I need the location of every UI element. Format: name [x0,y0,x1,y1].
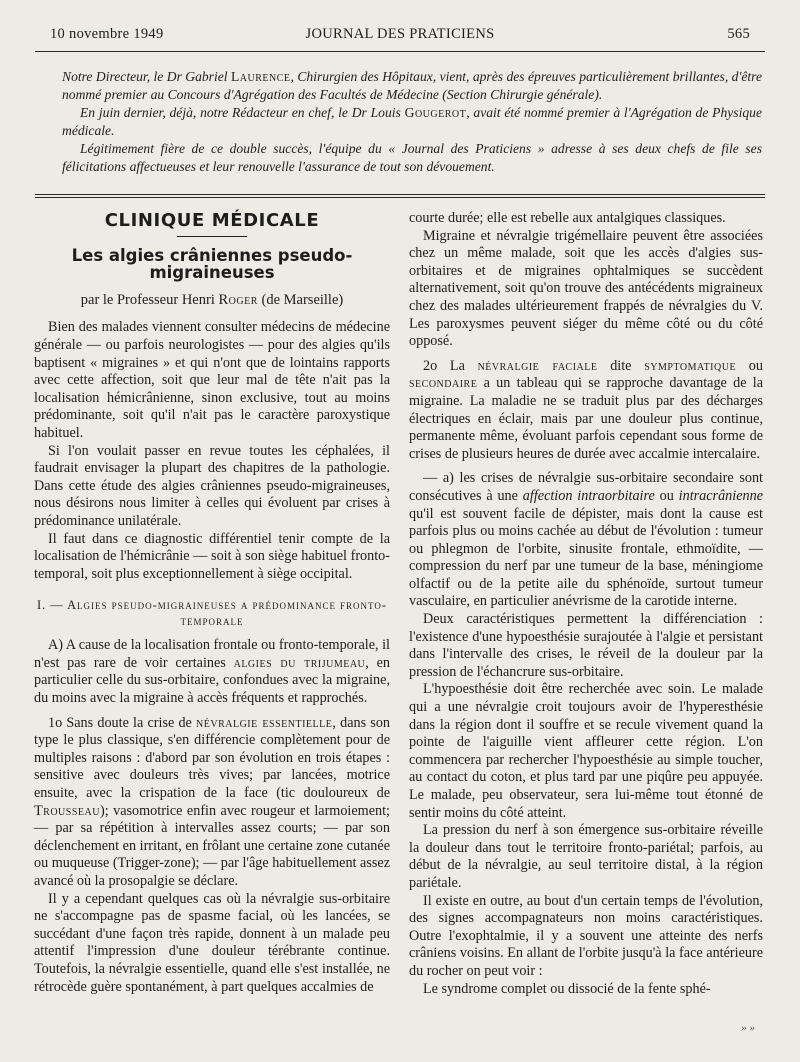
article-column-left [34,210,390,996]
article-column-right [409,210,763,998]
paragraph: L'hypoesthésie doit être recherchée avec soin. Le malade qui a une névralgie croit toujours avoir de l'hyperesthésie dans la région dont il souffre et se recule vivement quand la pointe de l'aiguille vient affleurer cette région. L'on commencera par rechercher l'hypoesthésie au simple toucher, au contact du coton, et plus tard par une piqûre peu appuyée. Le malade, peu observateur, sera lui-même tout étonné de sentir moins du côté atteint. [409,681,763,821]
paragraph: Si l'on voulait passer en revue toutes les céphalées, il faudrait envisager la plupart des chapitres de la pathologie. Dans cette étude des algies crâniennes pseudo-migraineuses, nous désirons nous limiter à celles qui évoluent par crises à prédominance unilatérale. [34,442,390,529]
rubrique-underline [177,236,247,237]
paragraph: 2o La névralgie faciale dite symptomatique ou secondaire a un tableau qui se rapproche davantage de la migraine. La maladie ne se traduit plus par des décharges électriques en éclair, mais par une douleur plus continue, permanente même, évoluant parfois cependant sous forme de crises de plusieurs heures de durée avec accalmie intercalaire. [409,357,763,462]
header-rule [35,51,765,52]
page-number: 565 [727,26,750,42]
announcement-paragraph: Légitimement fière de ce double succès, l'équipe du « Journal des Praticiens » adresse à ses deux chefs de file ses félicitations affectueuses et leur renouvelle l'assurance de tout son dévouement. [62,141,762,174]
corner-mark: » » [741,1022,755,1034]
paragraph: 1o Sans doute la crise de névralgie essentielle, dans son type le plus classique, s'en différencie complètement pour de multiples raisons : d'abord par son évolution en trois étapes : sensitive avec douleurs très vives; par lancées, motrice ensuite, avec la crispation de la face (tic douloureux de Trousseau); vasomotrice enfin avec rougeur et larmoiement; — par sa répétition à intervalles assez courts; — par son déclenchement en irritant, en frôlant une certaine zone cutanée ou muqueuse (Trigger-zone); — par l'âge habituellement assez avancé où la prosopalgie se déclare. [34,714,391,889]
announcement-paragraph: En juin dernier, déjà, notre Rédacteur en chef, le Dr Louis Gougerot, avait été nommé premier à l'Agrégation de Physique médicale. [62,105,762,138]
issue-date: 10 novembre 1949 [50,26,164,42]
paragraph: courte durée; elle est rebelle aux antalgiques classiques. [409,210,726,226]
announcement-rule-bottom [35,197,765,198]
paragraph: Deux caractéristiques permettent la différenciation : l'existence d'une hypoesthésie surajoutée à l'algie et persistant dans l'intervalle des crises, le réveil de la douleur par la pression de l'échancrure sus-orbitaire. [409,611,763,680]
paragraph: Migraine et névralgie trigémellaire peuvent être associées chez un même malade, soit que les accès d'algies sus-orbitaires et de migraines ophtalmiques se succèdent alternativement, soit qu'on trouve des antécédents migraineux chez des malades ultérieurement frappés de névralgies du V. Les paroxysmes peuvent siéger du même côté ou du côté opposé. [409,227,763,350]
announcement-box [62,68,762,176]
paragraph: — a) les crises de névralgie sus-orbitaire secondaire sont consécutives à une affection intraorbitaire ou intracrânienne qu'il est souvent facile de dépister, mais dont la cause est parfois plus ou moins cachée au début de l'évolution : tumeur ou phlegmon de l'orbite, sinusite frontale, ethmoïdite, — compression du nerf par une tumeur de la base, méningiome olfactif ou de la petite aile du sphénoïde, surtout tumeur vasculaire, en particulier anévrisme de la carotide interne. [409,470,763,610]
paragraph: Le syndrome complet ou dissocié de la fente sphé- [423,980,711,997]
announcement-paragraph: Notre Directeur, le Dr Gabriel Laurence, Chirurgien des Hôpitaux, vient, après des épreuves particulièrement brillantes, d'être nommé premier au Concours d'Agrégation des Facultés de Médecine (Section Chirurgie générale). [62,69,762,102]
article-byline: par le Professeur Henri Roger (de Marseille) [80,291,344,308]
journal-title: JOURNAL DES PRATICIENS [305,26,495,42]
running-header [50,26,750,48]
paragraph: Bien des malades viennent consulter médecins de médecine générale — ou parfois neurologistes — pour des algies qu'ils baptisent « migraines » et qui n'ont que de lointains rapports avec cette affection, soit que leur mal de tête n'ait pas la localisation hémicrânienne, sinon exclusive, tout au moins prédominante, soit qu'il n'ait pas le caractère paroxystique habituel. [34,319,390,441]
section-heading: I. — Algies pseudo-migraineuses a prédominance fronto-temporale [36,598,388,629]
paragraph: La pression du nerf à son émergence sus-orbitaire réveille la douleur dans tout le territoire fronto-pariétal; parfois, au début de la névralgie, au seul territoire distal, à la région pariétale. [409,822,763,891]
paragraph: Il y a cependant quelques cas où la névralgie sus-orbitaire ne s'accompagne pas de spasme facial, où les lancées, se succédant d'une façon très rapide, donnent à un malade peu attentif l'impression d'une douleur térébrante continue. Toutefois, la névralgie essentielle, quand elle s'est installée, ne rétrocède guère spontanément, à part quelques accalmies de [34,890,390,995]
article-title: Les algies crâniennes pseudo-migraineuses [71,245,353,283]
paragraph: A) A cause de la localisation frontale ou fronto-temporale, il n'est pas rare de voir certaines algies du trijumeau, en particulier celle du sus-orbitaire, confondues avec la migraine, du moins avec la migraine à accès fréquents et rapprochés. [34,637,390,707]
paragraph: Il existe en outre, au bout d'un certain temps de l'évolution, des signes accompagnateurs non moins caractéristiques. Outre l'exophtalmie, il y a souvent une atteinte des nerfs crâniens voisins. En allant de l'orbite jusqu'à la face antérieure du rocher on peut voir : [409,892,763,979]
section-rubrique: CLINIQUE MÉDICALE [104,210,320,231]
paragraph: Il faut dans ce diagnostic différentiel tenir compte de la localisation de l'hémicrânie — soit à son siège habituel fronto-temporal, soit plus exceptionnellement à siège occipital. [34,530,390,582]
announcement-rule-top [35,194,765,195]
